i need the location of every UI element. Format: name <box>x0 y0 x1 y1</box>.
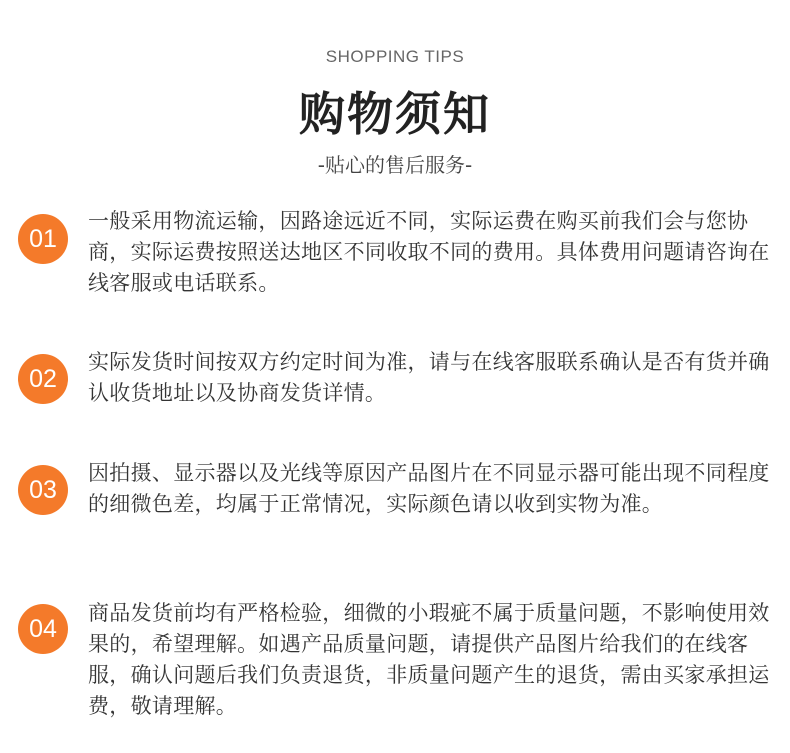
tip-number-badge: 01 <box>18 214 68 264</box>
page-title: 购物须知 <box>299 87 491 141</box>
tip-text: 商品发货前均有严格检验，细微的小瑕疵不属于质量问题，不影响使用效果的，希望理解。如遇产品质量问题，请提供产品图片给我们的在线客服，确认问题后我们负责退货，非质量问题产生的退货，需由买家承担运费，敬请理解。 <box>88 601 770 718</box>
tip-text: 实际发货时间按双方约定时间为准，请与在线客服联系确认是否有货并确认收货地址以及协商发货详情。 <box>88 350 770 405</box>
tip-number-badge: 02 <box>18 354 68 404</box>
tip-text: 一般采用物流运输，因路途远近不同，实际运费在购买前我们会与您协商，实际运费按照送达地区不同收取不同的费用。具体费用问题请咨询在线客服或电话联系。 <box>88 209 770 295</box>
subtitle-chinese: -贴心的售后服务- <box>317 153 473 177</box>
tip-number-badge: 04 <box>18 604 68 654</box>
subtitle-english: SHOPPING TIPS <box>325 47 465 66</box>
tip-text: 因拍摄、显示器以及光线等原因产品图片在不同显示器可能出现不同程度的细微色差，均属于正常情况，实际颜色请以收到实物为准。 <box>88 461 770 516</box>
tip-number-badge: 03 <box>18 465 68 515</box>
